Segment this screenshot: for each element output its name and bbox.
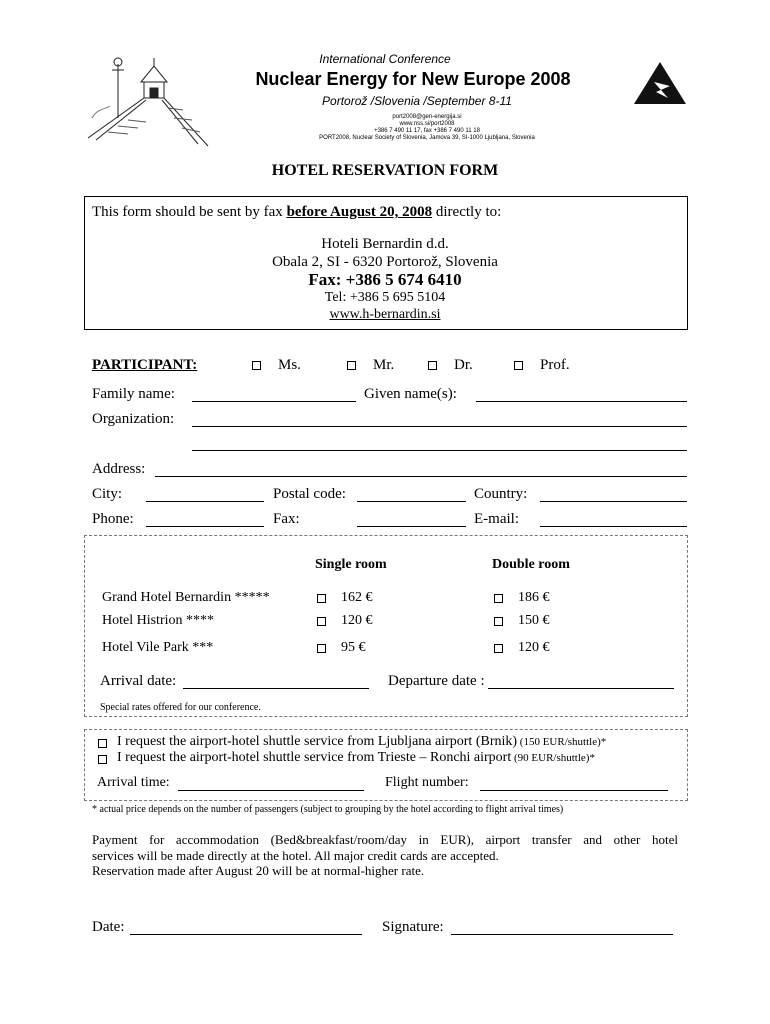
title-dr-label: Dr. xyxy=(454,357,473,373)
email-field[interactable] xyxy=(540,526,687,527)
country-label: Country: xyxy=(474,486,528,502)
shuttle-ljubljana-checkbox[interactable] xyxy=(98,739,107,748)
title-prof-checkbox[interactable] xyxy=(514,361,523,370)
society-logo-icon xyxy=(632,60,688,106)
shuttle-trieste-checkbox[interactable] xyxy=(98,755,107,764)
shuttle-trieste-label: I request the airport-hotel shuttle service from Trieste – Ronchi airport (90 EUR/shuttle)* xyxy=(117,750,595,765)
email-label: E-mail: xyxy=(474,511,519,527)
signature-field[interactable] xyxy=(451,934,673,935)
organization-label: Organization: xyxy=(92,411,175,427)
shuttle-footnote: * actual price depends on the number of passengers (subject to grouping by the hotel according to flight arrival times) xyxy=(92,804,564,815)
conference-kicker: International Conference xyxy=(319,52,451,66)
family-name-field[interactable] xyxy=(192,401,356,402)
title-ms-checkbox[interactable] xyxy=(252,361,261,370)
date-label: Date: xyxy=(92,919,125,935)
hotel-tel: Tel: +386 5 695 5104 xyxy=(324,290,446,305)
arrival-time-label: Arrival time: xyxy=(97,775,170,790)
flight-number-field[interactable] xyxy=(480,790,668,791)
single-room-checkbox[interactable] xyxy=(317,617,326,626)
double-room-price: 186 € xyxy=(518,590,550,605)
double-room-price: 150 € xyxy=(518,613,550,628)
conference-subtitle: Portorož /Slovenia /September 8-11 xyxy=(322,94,512,108)
hotel-fax: Fax: +386 5 674 6410 xyxy=(308,270,462,289)
form-title: HOTEL RESERVATION FORM xyxy=(271,162,499,179)
given-name-label: Given name(s): xyxy=(364,386,457,402)
title-ms-label: Ms. xyxy=(278,357,301,373)
contact-address: PORT2008, Nuclear Society of Slovenia, Jamova 39, SI-1000 Ljubljana, Slovenia xyxy=(319,135,535,141)
title-mr-label: Mr. xyxy=(373,357,395,373)
payment-line-3: Reservation made after August 20 will be at normal-higher rate. xyxy=(92,863,425,878)
double-room-header: Double room xyxy=(492,557,570,572)
flight-number-label: Flight number: xyxy=(385,775,469,790)
contact-web: www.nss.si/port2008 xyxy=(399,121,455,127)
single-room-header: Single room xyxy=(315,557,387,572)
hotel-name: Grand Hotel Bernardin ***** xyxy=(102,590,270,605)
organization-field-2[interactable] xyxy=(192,450,687,451)
address-label: Address: xyxy=(92,461,146,477)
title-dr-checkbox[interactable] xyxy=(428,361,437,370)
hotel-name: Hotel Vile Park *** xyxy=(102,640,214,655)
country-field[interactable] xyxy=(540,501,687,502)
phone-field[interactable] xyxy=(146,526,264,527)
address-field[interactable] xyxy=(155,476,687,477)
payment-line-1: Payment for accommodation (Bed&breakfast/room/day in EUR), airport transfer and other hotel xyxy=(92,832,678,847)
send-instruction: This form should be sent by fax before August 20, 2008 directly to: xyxy=(92,204,502,220)
arrival-date-field[interactable] xyxy=(183,688,369,689)
organization-field[interactable] xyxy=(192,426,687,427)
hotel-address: Obala 2, SI - 6320 Portorož, Slovenia xyxy=(272,254,498,270)
payment-line-2: services will be made directly at the hotel. All major credit cards are accepted. xyxy=(92,848,499,863)
date-field[interactable] xyxy=(130,934,362,935)
arrival-time-field[interactable] xyxy=(178,790,364,791)
single-room-price: 120 € xyxy=(341,613,373,628)
title-mr-checkbox[interactable] xyxy=(347,361,356,370)
double-room-checkbox[interactable] xyxy=(494,617,503,626)
contact-phone: +386 7 490 11 17, fax +386 7 490 11 18 xyxy=(374,128,480,134)
double-room-price: 120 € xyxy=(518,640,550,655)
postal-code-label: Postal code: xyxy=(273,486,346,502)
given-name-field[interactable] xyxy=(476,401,687,402)
hotel-name: Hotel Histrion **** xyxy=(102,613,214,628)
special-rates-note: Special rates offered for our conference. xyxy=(100,702,261,713)
city-label: City: xyxy=(92,486,123,502)
deadline: before August 20, 2008 xyxy=(286,204,433,220)
arrival-date-label: Arrival date: xyxy=(100,673,177,689)
double-room-checkbox[interactable] xyxy=(494,594,503,603)
conference-title: Nuclear Energy for New Europe 2008 xyxy=(255,69,571,89)
participant-label: PARTICIPANT: xyxy=(92,357,198,373)
single-room-checkbox[interactable] xyxy=(317,594,326,603)
double-room-checkbox[interactable] xyxy=(494,644,503,653)
contact-email: port2008@gen-energija.si xyxy=(392,114,462,120)
departure-date-field[interactable] xyxy=(488,688,674,689)
hotel-website[interactable]: www.h-bernardin.si xyxy=(329,307,441,322)
hotel-company: Hoteli Bernardin d.d. xyxy=(321,236,449,252)
city-field[interactable] xyxy=(146,501,264,502)
single-room-price: 162 € xyxy=(341,590,373,605)
fax-field[interactable] xyxy=(357,526,466,527)
shuttle-ljubljana-label: I request the airport-hotel shuttle service from Ljubljana airport (Brnik) (150 EUR/shuttle)* xyxy=(117,734,607,749)
signature-label: Signature: xyxy=(382,919,444,935)
title-prof-label: Prof. xyxy=(540,357,570,373)
single-room-checkbox[interactable] xyxy=(317,644,326,653)
fax-label: Fax: xyxy=(273,511,300,527)
postal-code-field[interactable] xyxy=(357,501,466,502)
phone-label: Phone: xyxy=(92,511,134,527)
single-room-price: 95 € xyxy=(341,640,366,655)
departure-date-label: Departure date : xyxy=(388,673,485,689)
family-name-label: Family name: xyxy=(92,386,175,402)
